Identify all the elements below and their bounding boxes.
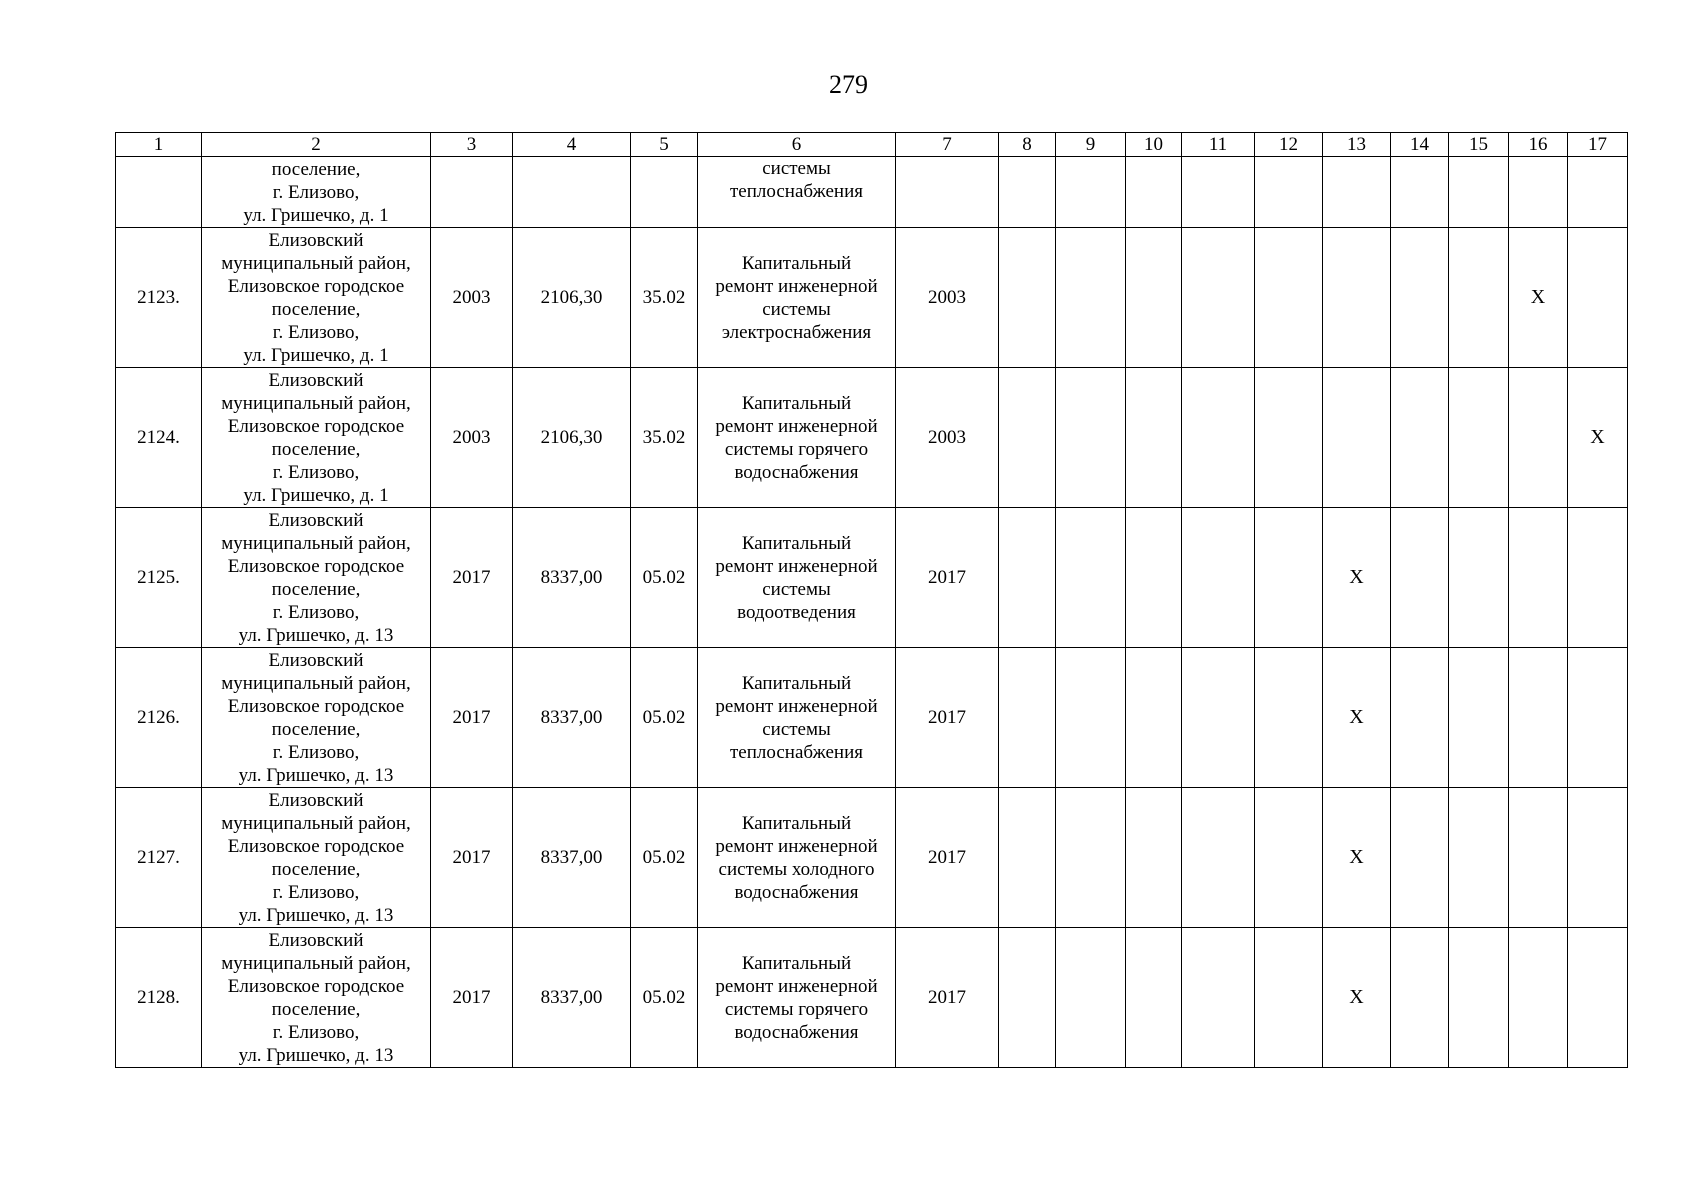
address-line: муниципальный район, <box>221 532 411 554</box>
work-line: ремонт инженерной <box>715 415 878 437</box>
mark-cell <box>1509 928 1568 1068</box>
mark-cell <box>1449 788 1509 928</box>
mark-cell <box>1449 368 1509 508</box>
column-header: 3 <box>431 133 513 157</box>
mark-cell <box>1056 228 1126 368</box>
cell-plan-year <box>896 157 999 228</box>
mark-cell <box>1056 368 1126 508</box>
mark-cell <box>999 508 1056 648</box>
table-row <box>116 788 1628 928</box>
mark-cell <box>1182 157 1255 228</box>
table-row <box>116 228 1628 368</box>
address-line: поселение, <box>271 158 361 180</box>
mark-cell: X <box>1568 368 1628 508</box>
mark-cell <box>1182 368 1255 508</box>
mark-cell <box>1255 228 1323 368</box>
cell-year: 2017 <box>431 928 513 1068</box>
mark-cell <box>1391 648 1449 788</box>
mark-cell <box>999 788 1056 928</box>
cell-plan-year: 2003 <box>896 228 999 368</box>
cell-code: 05.02 <box>631 508 698 648</box>
mark-cell <box>1255 648 1323 788</box>
mark-cell <box>1568 788 1628 928</box>
mark-cell <box>999 648 1056 788</box>
cell-area: 8337,00 <box>513 508 631 648</box>
work-line: системы холодного <box>718 858 875 880</box>
work-line: ремонт инженерной <box>715 695 878 717</box>
work-line: водоснабжения <box>734 1021 859 1043</box>
mark-cell <box>1449 508 1509 648</box>
address-line: ул. Гришечко, д. 13 <box>238 904 394 926</box>
work-line: Капитальный <box>741 672 852 694</box>
mark-cell <box>1056 157 1126 228</box>
mark-cell <box>1568 228 1628 368</box>
cell-plan-year: 2017 <box>896 928 999 1068</box>
column-header: 17 <box>1568 133 1628 157</box>
column-header: 9 <box>1056 133 1126 157</box>
column-header: 10 <box>1126 133 1182 157</box>
mark-cell <box>1255 157 1323 228</box>
mark-cell <box>1509 157 1568 228</box>
cell-area: 2106,30 <box>513 228 631 368</box>
address-line: ул. Гришечко, д. 13 <box>238 1044 394 1066</box>
address-line: г. Елизово, <box>272 741 360 763</box>
cell-code: 05.02 <box>631 788 698 928</box>
cell-work <box>698 157 896 228</box>
work-line: системы <box>762 718 831 740</box>
address-line: Елизовское городское <box>227 555 405 577</box>
work-line: водоотведения <box>737 601 856 623</box>
mark-cell <box>1509 368 1568 508</box>
cell-year <box>431 157 513 228</box>
mark-cell <box>999 368 1056 508</box>
mark-cell <box>1255 788 1323 928</box>
cell-area <box>513 157 631 228</box>
mark-cell <box>1449 228 1509 368</box>
address-line: поселение, <box>271 998 361 1020</box>
mark-cell <box>1323 228 1391 368</box>
cell-num: 2126. <box>116 648 202 788</box>
cell-work <box>698 508 896 648</box>
cell-work <box>698 648 896 788</box>
column-header: 5 <box>631 133 698 157</box>
mark-cell <box>1126 157 1182 228</box>
address-line: Елизовское городское <box>227 415 405 437</box>
cell-work <box>698 788 896 928</box>
address-line: муниципальный район, <box>221 252 411 274</box>
mark-cell <box>1391 788 1449 928</box>
mark-cell <box>1391 368 1449 508</box>
table-row <box>116 928 1628 1068</box>
address-line: ул. Гришечко, д. 13 <box>238 764 394 786</box>
continuation-row <box>116 157 1628 228</box>
address-line: поселение, <box>271 718 361 740</box>
address-line: г. Елизово, <box>272 881 360 903</box>
address-line: г. Елизово, <box>272 461 360 483</box>
address-line: г. Елизово, <box>272 181 360 203</box>
address-line: муниципальный район, <box>221 812 411 834</box>
cell-year: 2003 <box>431 368 513 508</box>
mark-cell <box>1182 508 1255 648</box>
mark-cell <box>1568 157 1628 228</box>
address-line: Елизовский <box>268 789 364 811</box>
work-line: системы <box>762 298 831 320</box>
mark-cell <box>1182 648 1255 788</box>
cell-year: 2017 <box>431 788 513 928</box>
mark-cell <box>1509 788 1568 928</box>
mark-cell <box>1126 788 1182 928</box>
address-line: Елизовское городское <box>227 275 405 297</box>
work-line: системы <box>762 158 831 179</box>
mark-cell <box>1323 368 1391 508</box>
work-line: теплоснабжения <box>730 741 863 763</box>
cell-area: 8337,00 <box>513 648 631 788</box>
cell-address <box>202 928 431 1068</box>
cell-area: 8337,00 <box>513 788 631 928</box>
mark-cell: X <box>1323 788 1391 928</box>
mark-cell <box>1255 928 1323 1068</box>
column-header: 8 <box>999 133 1056 157</box>
mark-cell <box>1568 928 1628 1068</box>
work-line: водоснабжения <box>734 881 859 903</box>
work-line: ремонт инженерной <box>715 555 878 577</box>
address-line: Елизовский <box>268 369 364 391</box>
mark-cell <box>1126 368 1182 508</box>
mark-cell <box>1391 508 1449 648</box>
work-line: электроснабжения <box>721 321 872 343</box>
column-header: 6 <box>698 133 896 157</box>
cell-plan-year: 2017 <box>896 788 999 928</box>
address-line: поселение, <box>271 858 361 880</box>
cell-num: 2124. <box>116 368 202 508</box>
cell-address <box>202 508 431 648</box>
mark-cell <box>999 157 1056 228</box>
mark-cell <box>1449 157 1509 228</box>
cell-plan-year: 2017 <box>896 648 999 788</box>
mark-cell <box>1182 788 1255 928</box>
address-line: поселение, <box>271 298 361 320</box>
work-line: Капитальный <box>741 252 852 274</box>
address-line: ул. Гришечко, д. 1 <box>243 204 389 226</box>
mark-cell: X <box>1323 508 1391 648</box>
work-line: Капитальный <box>741 392 852 414</box>
page-number: 279 <box>829 70 868 99</box>
address-line: г. Елизово, <box>272 321 360 343</box>
column-header: 1 <box>116 133 202 157</box>
table-row <box>116 508 1628 648</box>
cell-address <box>202 368 431 508</box>
cell-num: 2127. <box>116 788 202 928</box>
cell-num <box>116 157 202 228</box>
address-line: муниципальный район, <box>221 392 411 414</box>
table-row <box>116 648 1628 788</box>
address-line: Елизовский <box>268 229 364 251</box>
cell-code <box>631 157 698 228</box>
work-line: Капитальный <box>741 952 852 974</box>
mark-cell <box>1056 508 1126 648</box>
work-line: системы <box>762 578 831 600</box>
column-header: 11 <box>1182 133 1255 157</box>
column-header: 4 <box>513 133 631 157</box>
work-line: водоснабжения <box>734 461 859 483</box>
work-line: ремонт инженерной <box>715 975 878 997</box>
mark-cell <box>1182 928 1255 1068</box>
address-line: г. Елизово, <box>272 601 360 623</box>
mark-cell <box>1126 928 1182 1068</box>
mark-cell: X <box>1323 648 1391 788</box>
cell-work <box>698 228 896 368</box>
address-line: Елизовский <box>268 649 364 671</box>
address-line: Елизовский <box>268 929 364 951</box>
mark-cell <box>1255 508 1323 648</box>
mark-cell <box>1056 928 1126 1068</box>
address-line: ул. Гришечко, д. 1 <box>243 344 389 366</box>
mark-cell: X <box>1323 928 1391 1068</box>
work-line: теплоснабжения <box>730 181 863 202</box>
column-header: 2 <box>202 133 431 157</box>
work-line: ремонт инженерной <box>715 275 878 297</box>
cell-plan-year: 2003 <box>896 368 999 508</box>
header-row <box>116 133 1628 157</box>
mark-cell <box>1126 508 1182 648</box>
cell-code: 05.02 <box>631 648 698 788</box>
address-line: Елизовский <box>268 509 364 531</box>
cell-area: 8337,00 <box>513 928 631 1068</box>
mark-cell <box>1056 648 1126 788</box>
mark-cell <box>1391 157 1449 228</box>
cell-area: 2106,30 <box>513 368 631 508</box>
address-line: Елизовское городское <box>227 835 405 857</box>
column-header: 13 <box>1323 133 1391 157</box>
column-header: 14 <box>1391 133 1449 157</box>
mark-cell <box>1323 157 1391 228</box>
mark-cell <box>1509 648 1568 788</box>
mark-cell <box>1255 368 1323 508</box>
cell-num: 2128. <box>116 928 202 1068</box>
address-line: ул. Гришечко, д. 13 <box>238 624 394 646</box>
mark-cell <box>999 228 1056 368</box>
column-header: 12 <box>1255 133 1323 157</box>
work-line: системы горячего <box>724 438 869 460</box>
cell-work <box>698 928 896 1068</box>
column-header: 15 <box>1449 133 1509 157</box>
mark-cell: X <box>1509 228 1568 368</box>
cell-code: 35.02 <box>631 228 698 368</box>
cell-address <box>202 157 431 228</box>
work-line: ремонт инженерной <box>715 835 878 857</box>
mark-cell <box>1449 648 1509 788</box>
cell-num: 2123. <box>116 228 202 368</box>
mark-cell <box>1449 928 1509 1068</box>
mark-cell <box>1126 228 1182 368</box>
table-row <box>116 368 1628 508</box>
address-line: муниципальный район, <box>221 952 411 974</box>
mark-cell <box>1391 228 1449 368</box>
column-header: 7 <box>896 133 999 157</box>
cell-plan-year: 2017 <box>896 508 999 648</box>
mark-cell <box>1568 508 1628 648</box>
mark-cell <box>1126 648 1182 788</box>
cell-code: 05.02 <box>631 928 698 1068</box>
cell-year: 2017 <box>431 648 513 788</box>
address-line: Елизовское городское <box>227 695 405 717</box>
mark-cell <box>1391 928 1449 1068</box>
cell-code: 35.02 <box>631 368 698 508</box>
address-line: Елизовское городское <box>227 975 405 997</box>
cell-address <box>202 788 431 928</box>
cell-year: 2017 <box>431 508 513 648</box>
cell-num: 2125. <box>116 508 202 648</box>
mark-cell <box>1182 228 1255 368</box>
column-header: 16 <box>1509 133 1568 157</box>
mark-cell <box>999 928 1056 1068</box>
mark-cell <box>1568 648 1628 788</box>
mark-cell <box>1509 508 1568 648</box>
mark-cell <box>1056 788 1126 928</box>
work-line: системы горячего <box>724 998 869 1020</box>
registry-table <box>115 132 1628 1068</box>
cell-work <box>698 368 896 508</box>
address-line: муниципальный район, <box>221 672 411 694</box>
cell-address <box>202 648 431 788</box>
address-line: поселение, <box>271 578 361 600</box>
cell-address <box>202 228 431 368</box>
work-line: Капитальный <box>741 532 852 554</box>
address-line: поселение, <box>271 438 361 460</box>
address-line: г. Елизово, <box>272 1021 360 1043</box>
address-line: ул. Гришечко, д. 1 <box>243 484 389 506</box>
work-line: Капитальный <box>741 812 852 834</box>
cell-year: 2003 <box>431 228 513 368</box>
